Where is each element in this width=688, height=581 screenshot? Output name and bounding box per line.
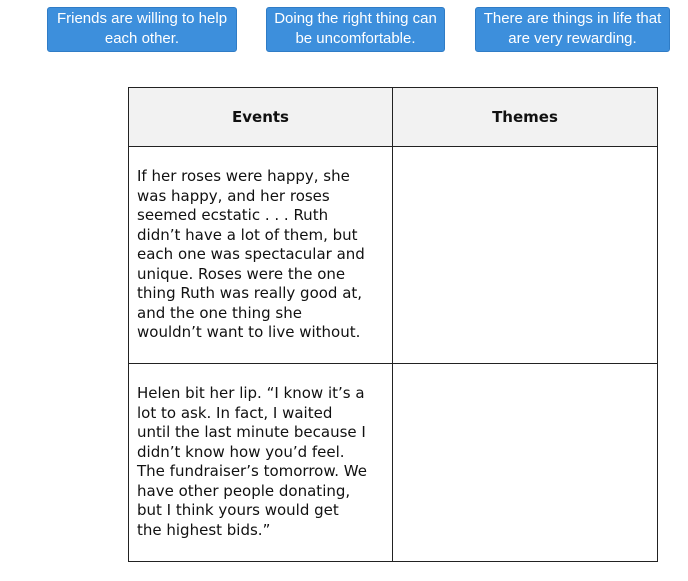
table-header-row [129, 88, 658, 147]
theme-drop-zone[interactable] [393, 364, 657, 561]
theme-drop-zone[interactable] [393, 147, 657, 363]
event-line: unique. Roses were the one [137, 264, 346, 283]
event-cell [129, 147, 393, 364]
theme-tile-right-thing[interactable] [266, 7, 445, 52]
event-line: have other people donating, [137, 481, 351, 500]
theme-tile-line: be uncomfortable. [295, 30, 416, 47]
event-line: The fundraiser’s tomorrow. We [137, 462, 367, 480]
event-line: lot to ask. In fact, I waited [137, 403, 333, 422]
event-line: didn’t know how you’d feel. [137, 442, 345, 461]
event-line: seemed ecstatic . . . Ruth [137, 206, 329, 224]
event-line: but I think yours would get [137, 501, 339, 519]
event-line: If her roses were happy, she [137, 167, 350, 185]
event-line: wouldn’t want to live without. [137, 323, 361, 341]
events-themes-table [128, 87, 658, 562]
theme-tile-rewarding[interactable] [475, 7, 670, 52]
event-line: and the one thing she [137, 303, 302, 322]
table-row [129, 364, 658, 562]
event-line: didn’t have a lot of them, but [137, 225, 358, 244]
theme-drop-cell[interactable] [393, 364, 658, 562]
event-cell [129, 364, 393, 562]
events-header: Events [129, 88, 393, 147]
event-line: thing Ruth was really good at, [137, 284, 363, 302]
theme-tile-friends-help[interactable] [47, 7, 237, 52]
event-line: until the last minute because I [137, 423, 366, 441]
theme-tile-line: Friends are willing to help [56, 10, 228, 27]
theme-drop-cell[interactable] [393, 147, 658, 364]
event-line: each one was spectacular and [137, 245, 365, 263]
event-text [129, 147, 392, 343]
theme-tile-line: are very rewarding. [508, 30, 637, 47]
event-line: the highest bids.” [137, 520, 271, 539]
table-row [129, 147, 658, 364]
themes-header: Themes [393, 88, 658, 147]
event-text [129, 364, 392, 540]
theme-tile-line: Doing the right thing can [274, 10, 437, 27]
theme-tile-line: There are things in life that [483, 10, 662, 27]
event-line: was happy, and her roses [137, 186, 330, 205]
theme-tile-line: each other. [104, 30, 180, 47]
event-line: Helen bit her lip. “I know it’s a [137, 384, 365, 402]
